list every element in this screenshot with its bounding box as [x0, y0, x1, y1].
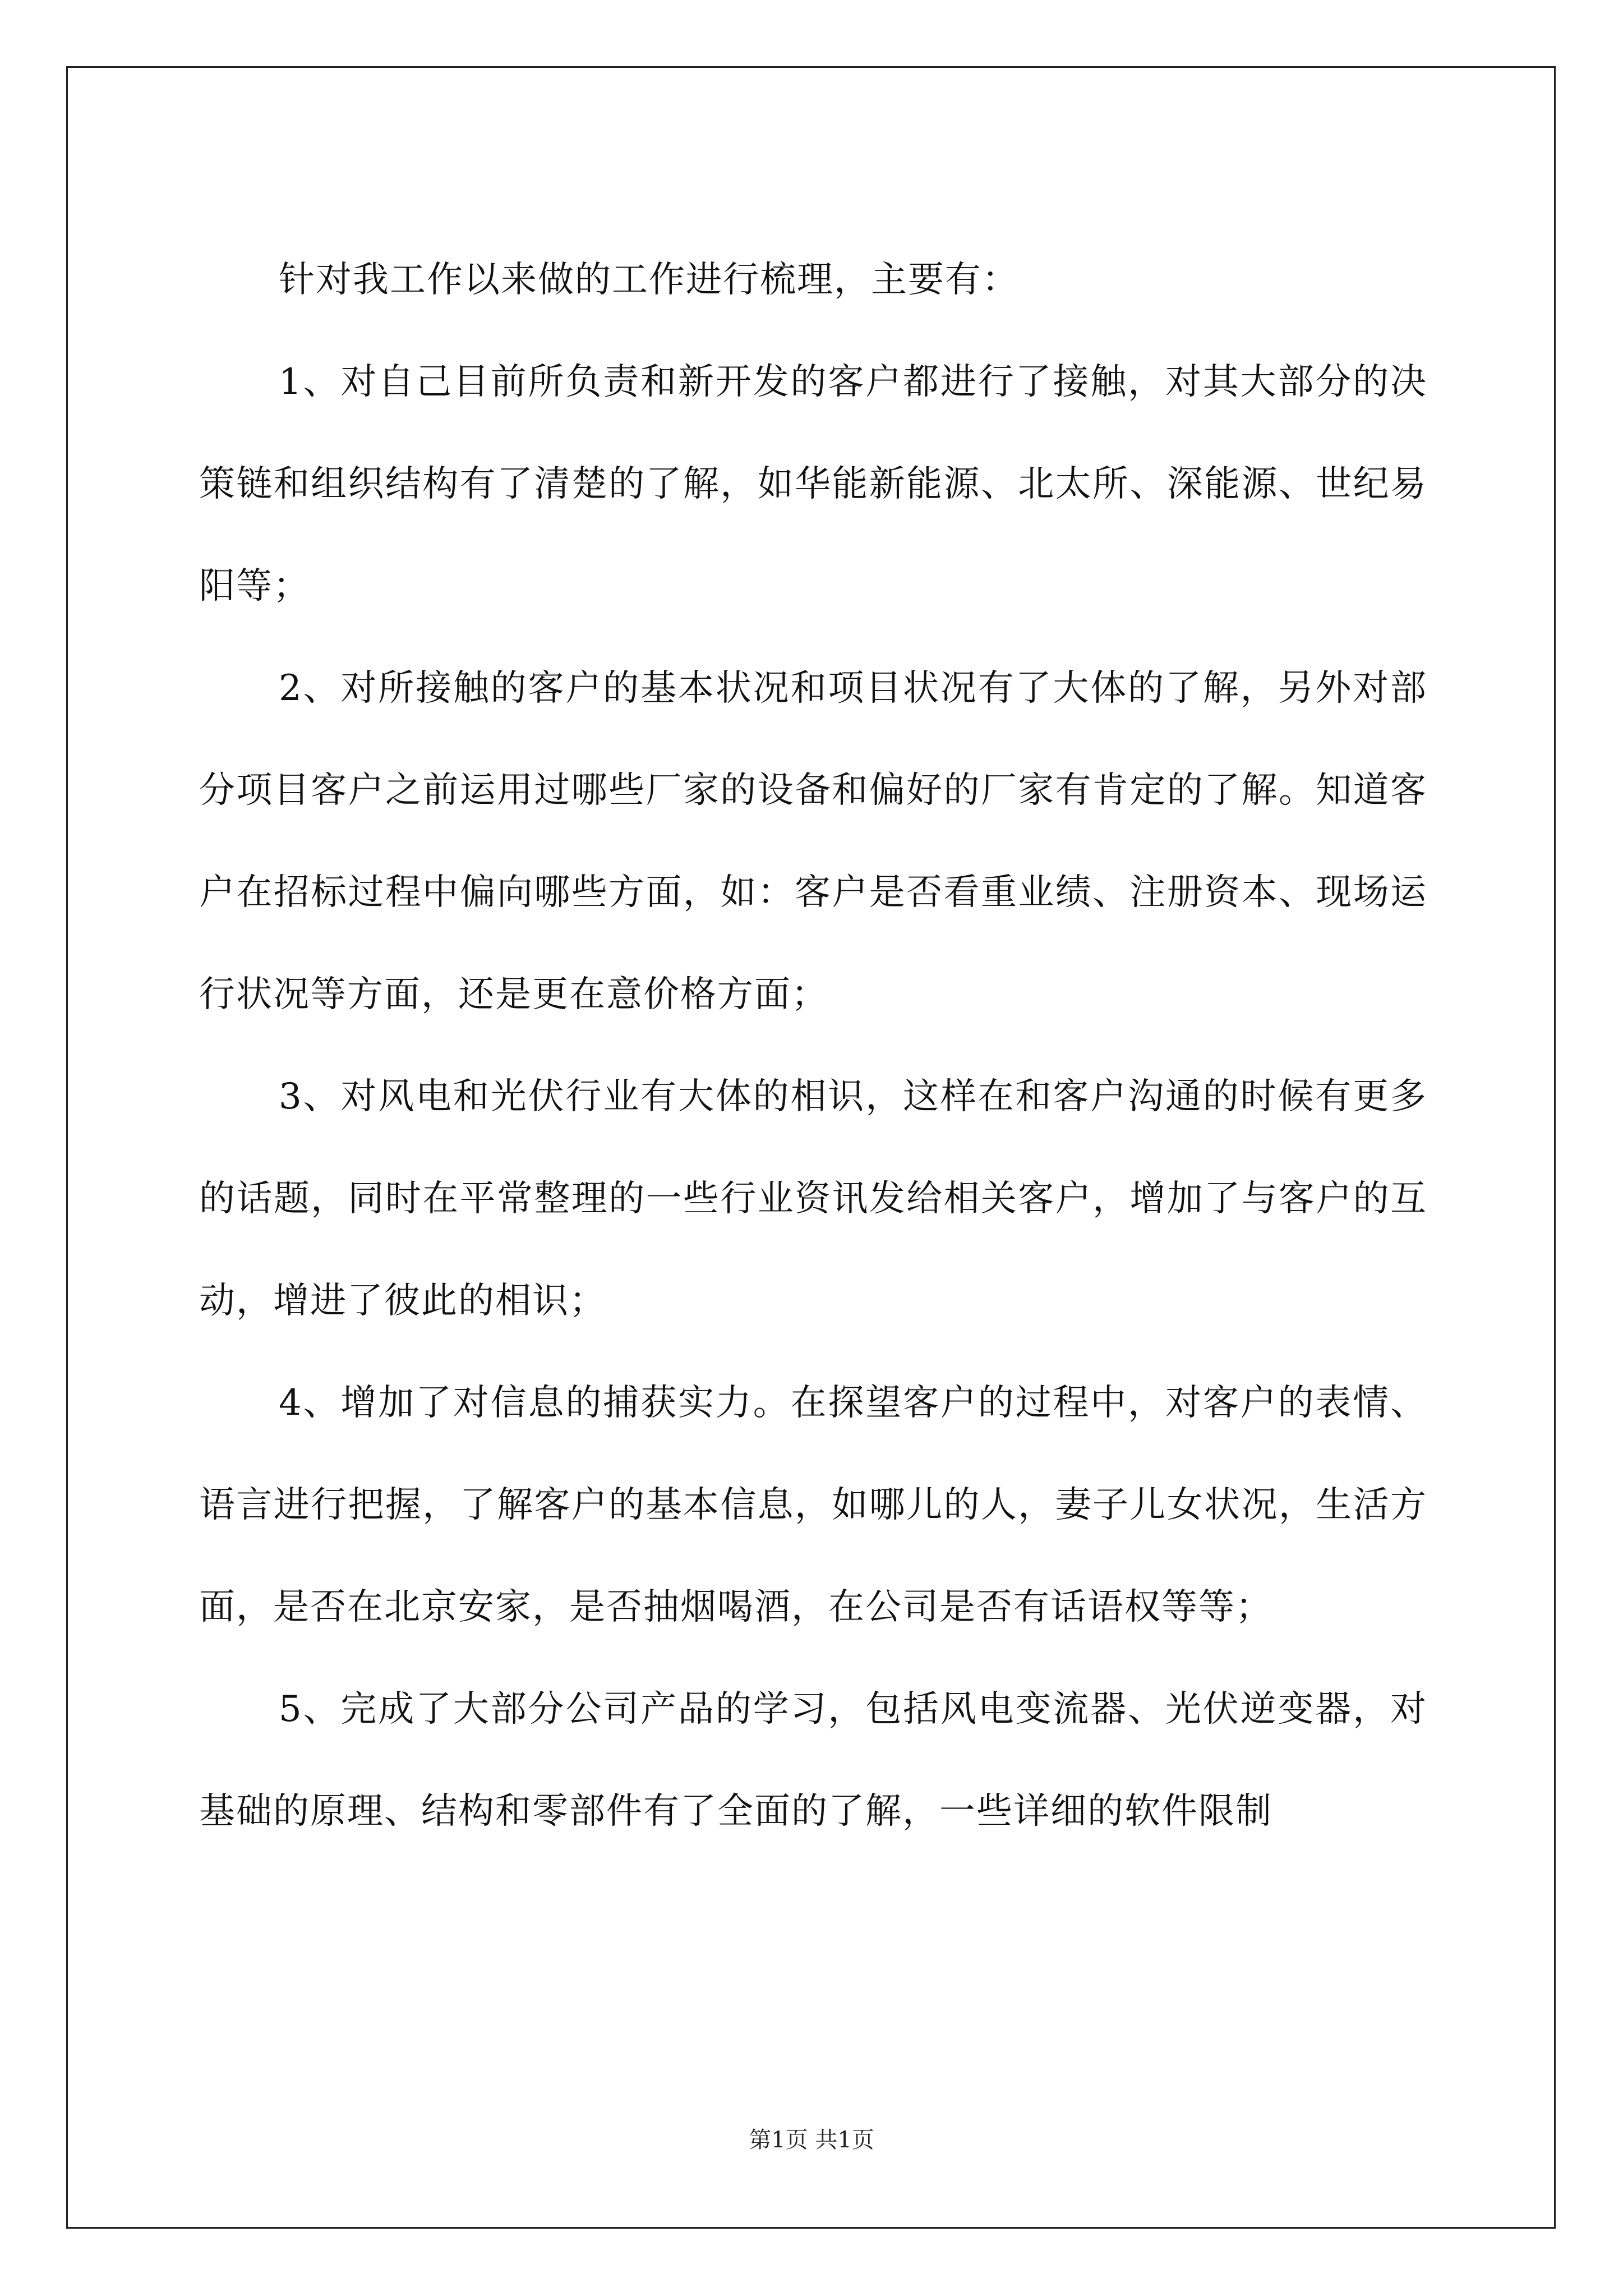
document-body [199, 229, 1427, 1862]
paragraph-item-2: 2、对所接触的客户的基本状况和项目状况有了大体的了解，另外对部分项目客户之前运用过哪些厂家的设备和偏好的厂家有肯定的了解。知道客户在招标过程中偏向哪些方面，如：客户是否看重业绩、注册资本、现场运行状况等方面，还是更在意价格方面； [199, 668, 1427, 1015]
paragraph-intro: 针对我工作以来做的工作进行梳理，主要有： [279, 259, 1019, 301]
paragraph-item-1: 1、对自己目前所负责和新开发的客户都进行了接触，对其大部分的决策链和组织结构有了清楚的了解，如华能新能源、北太所、深能源、世纪易阳等； [199, 361, 1427, 607]
paragraph-item-3: 3、对风电和光伏行业有大体的相识，这样在和客户沟通的时候有更多的话题，同时在平常整理的一些行业资讯发给相关客户，增加了与客户的互动，增进了彼此的相识； [199, 1076, 1427, 1322]
page-footer: 第1页 共1页 [749, 2127, 874, 2153]
paragraph-item-5: 5、完成了大部分公司产品的学习，包括风电变流器、光伏逆变器，对基础的原理、结构和零部件有了全面的了解，一些详细的软件限制 [199, 1688, 1427, 1832]
paragraph-item-4: 4、增加了对信息的捕获实力。在探望客户的过程中，对客户的表情、语言进行把握，了解客户的基本信息，如哪儿的人，妻子儿女状况，生活方面，是否在北京安家，是否抽烟喝酒，在公司是否有话语权等等； [199, 1382, 1427, 1628]
